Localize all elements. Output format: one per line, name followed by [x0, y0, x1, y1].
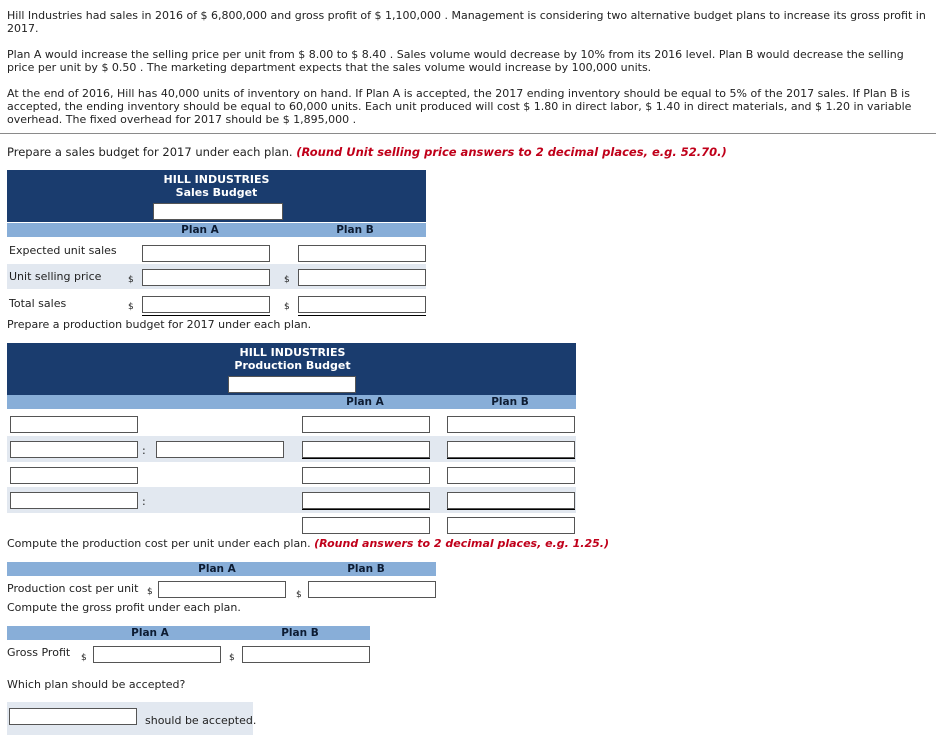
cost-per-unit-instruction-text: Compute the production cost per unit under each plan.	[7, 537, 311, 550]
total-underline	[142, 315, 270, 316]
row-label-production-cost-per-unit: Production cost per unit	[7, 582, 139, 595]
plan-a-production-row-1-input[interactable]	[302, 416, 430, 433]
production-budget-instruction: Prepare a production budget for 2017 under each plan.	[7, 318, 312, 331]
subtotal-underline	[447, 509, 575, 510]
accepted-plan-input[interactable]	[9, 708, 137, 725]
plan-a-total-sales-input[interactable]	[142, 296, 270, 313]
plan-a-production-row-2-input[interactable]	[302, 441, 430, 458]
plan-b-production-row-5-input[interactable]	[447, 517, 575, 534]
plan-a-production-row-5-input[interactable]	[302, 517, 430, 534]
plan-b-expected-unit-sales-input[interactable]	[298, 245, 426, 262]
plan-a-production-cost-per-unit-input[interactable]	[158, 581, 286, 598]
plan-a-gross-profit-input[interactable]	[93, 646, 221, 663]
gross-profit-column-header	[7, 626, 370, 640]
currency-symbol: $	[284, 275, 290, 285]
cost-per-unit-instruction	[7, 537, 609, 550]
production-row-3-label-input[interactable]	[10, 467, 138, 484]
gross-profit-instruction: Compute the gross profit under each plan.	[7, 601, 241, 614]
plan-b-total-sales-input[interactable]	[298, 296, 426, 313]
production-row-1-label-input[interactable]	[10, 416, 138, 433]
sales-col-plan-a: Plan A	[181, 224, 219, 236]
colon-separator: :	[142, 495, 146, 508]
plan-a-production-row-4-input[interactable]	[302, 492, 430, 509]
currency-symbol: $	[296, 590, 302, 600]
plan-b-production-cost-per-unit-input[interactable]	[308, 581, 436, 598]
production-budget-title: Production Budget	[234, 359, 351, 372]
row-label-expected-unit-sales: Expected unit sales	[9, 244, 117, 257]
cost-col-plan-b: Plan B	[347, 563, 385, 575]
production-budget-company: HILL INDUSTRIES	[239, 346, 346, 359]
production-col-plan-b: Plan B	[491, 396, 529, 408]
currency-symbol: $	[81, 653, 87, 663]
plan-b-production-row-3-input[interactable]	[447, 467, 575, 484]
total-underline	[298, 315, 426, 316]
sales-budget-instruction	[7, 145, 727, 159]
subtotal-underline	[302, 458, 430, 459]
production-row-4-label-input[interactable]	[10, 492, 138, 509]
plan-b-production-row-2-input[interactable]	[447, 441, 575, 458]
sales-budget-header	[7, 170, 426, 222]
sales-budget-column-header	[7, 223, 426, 237]
plan-b-production-row-4-input[interactable]	[447, 492, 575, 509]
currency-symbol: $	[147, 587, 153, 597]
decision-question: Which plan should be accepted?	[7, 678, 186, 691]
colon-separator: :	[142, 444, 146, 457]
subtotal-underline	[302, 509, 430, 510]
production-budget-header	[7, 343, 576, 395]
currency-symbol: $	[229, 653, 235, 663]
decision-suffix: should be accepted.	[145, 714, 257, 727]
production-budget-column-header	[7, 395, 576, 409]
sales-budget-instruction-text: Prepare a sales budget for 2017 under each plan.	[7, 145, 293, 159]
row-label-unit-selling-price: Unit selling price	[9, 270, 102, 283]
problem-paragraph-2: Plan A would increase the selling price per unit from $ 8.00 to $ 8.40 . Sales volume would decrease by 10% from its 2016 level. Plan B would decrease the selling price per unit by $ 0.50 . The marketing department expects that the sales volume would increase by 100,000 units.	[7, 48, 904, 74]
row-label-total-sales: Total sales	[9, 297, 67, 310]
currency-symbol: $	[128, 275, 134, 285]
section-divider	[0, 133, 936, 134]
sales-budget-title: Sales Budget	[175, 186, 258, 199]
currency-symbol: $	[128, 302, 134, 312]
plan-a-expected-unit-sales-input[interactable]	[142, 245, 270, 262]
gross-profit-col-plan-b: Plan B	[281, 627, 319, 639]
production-row-2-label-input[interactable]	[10, 441, 138, 458]
cost-col-plan-a: Plan A	[198, 563, 236, 575]
sales-budget-period-input[interactable]	[153, 203, 283, 220]
production-budget-period-input[interactable]	[228, 376, 356, 393]
row-label-gross-profit: Gross Profit	[7, 646, 71, 659]
plan-a-production-row-3-input[interactable]	[302, 467, 430, 484]
cost-per-unit-column-header	[7, 562, 436, 576]
problem-paragraph-3: At the end of 2016, Hill has 40,000 units of inventory on hand. If Plan A is accepted, the 2017 ending inventory should be equal to 5% of the 2017 sales. If Plan B is accepted, the ending inventory should be equal to 60,000 units. Each unit produced will cost $ 1.80 in direct labor, $ 1.40 in direct materials, and $ 1.20 in variable overhead. The fixed overhead for 2017 should be $ 1,895,000 .	[7, 87, 912, 126]
currency-symbol: $	[284, 302, 290, 312]
sales-budget-hint: (Round Unit selling price answers to 2 decimal places, e.g. 52.70.)	[296, 145, 727, 159]
plan-a-unit-selling-price-input[interactable]	[142, 269, 270, 286]
production-col-plan-a: Plan A	[346, 396, 384, 408]
gross-profit-col-plan-a: Plan A	[131, 627, 169, 639]
problem-paragraph-1: Hill Industries had sales in 2016 of $ 6,800,000 and gross profit of $ 1,100,000 . Management is considering two alternative budget plans to increase its gross profit in 2017.	[7, 9, 926, 35]
subtotal-underline	[447, 458, 575, 459]
production-row-2-sublabel-input[interactable]	[156, 441, 284, 458]
plan-b-gross-profit-input[interactable]	[242, 646, 370, 663]
plan-b-production-row-1-input[interactable]	[447, 416, 575, 433]
sales-col-plan-b: Plan B	[336, 224, 374, 236]
plan-b-unit-selling-price-input[interactable]	[298, 269, 426, 286]
sales-budget-company: HILL INDUSTRIES	[163, 173, 270, 186]
cost-per-unit-hint: (Round answers to 2 decimal places, e.g. 1.25.)	[314, 537, 609, 550]
